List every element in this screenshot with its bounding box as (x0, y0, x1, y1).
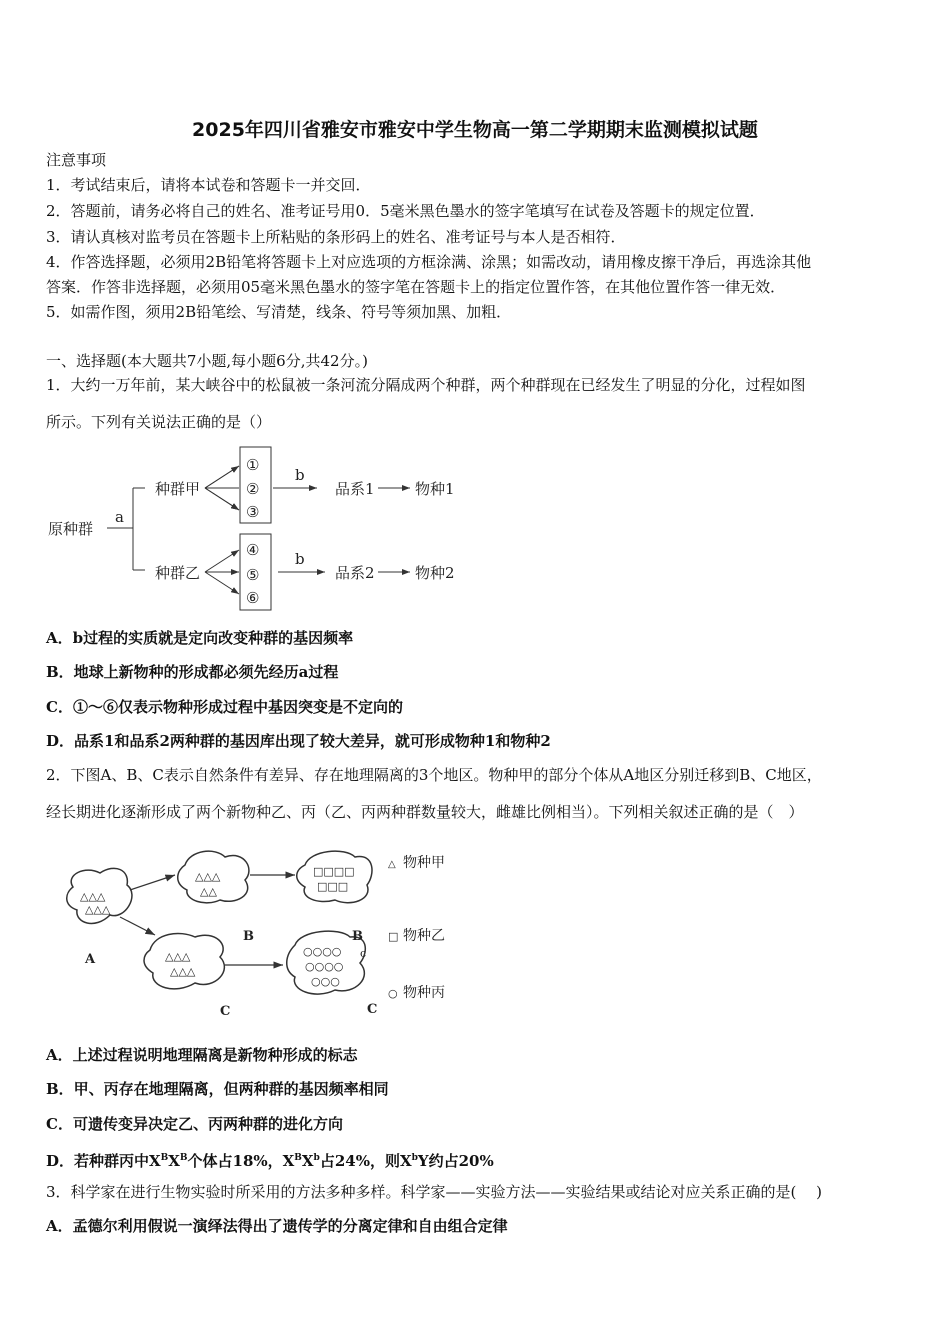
label-a: a (115, 508, 124, 526)
notice-item: 1．考试结束后，请将本试卷和答题卡一并交回． (46, 176, 371, 194)
region-c-small-label: c (360, 947, 367, 960)
notice-item: 5．如需作图，须用2B铅笔绘、写清楚，线条、符号等须加黑、加粗． (46, 303, 512, 321)
notice-heading: 注意事项 (46, 151, 107, 169)
mutation-6: ⑥ (246, 589, 260, 607)
option-d[interactable]: D．品系1和品系2两种群的基因库出现了较大差异，就可形成物种1和物种2 (46, 732, 551, 750)
option-a[interactable]: A．孟德尔利用假说一演绎法得出了遗传学的分离定律和自由组合定律 (46, 1217, 508, 1235)
question-stem: 3．科学家在进行生物实验时所采用的方法多种多样。科学家——实验方法——实验结果或结论对应关系正确的是( ) (46, 1183, 823, 1201)
superscript: B (179, 1153, 188, 1163)
speciation-diagram (40, 440, 490, 620)
superscript: b (313, 1153, 320, 1163)
svg-text:□□□: □□□ (317, 880, 349, 893)
svg-text:△△△: △△△ (195, 870, 221, 883)
option-d[interactable] (46, 1148, 494, 1171)
option-c[interactable]: C．①～⑥仅表示物种形成过程中基因突变是不定向的 (46, 698, 403, 716)
label-b: b (295, 550, 305, 568)
svg-text:△: △ (388, 859, 396, 870)
label-b: b (295, 466, 305, 484)
section-heading: 一、选择题(本大题共7小题,每小题6分,共42分。) (46, 352, 368, 370)
notice-item: 4．作答选择题，必须用2B铅笔将答题卡上对应选项的方框涂满、涂黑；如需改动，请用橡皮擦干净后，再选涂其他 (46, 253, 812, 271)
option-c[interactable]: C．可遗传变异决定乙、丙两种群的进化方向 (46, 1115, 343, 1133)
text: 个体占18%，X (187, 1152, 295, 1170)
text: X (168, 1152, 180, 1170)
option-a[interactable]: A．b过程的实质就是定向改变种群的基因频率 (46, 629, 354, 647)
superscript: b (411, 1153, 418, 1163)
svg-text:□□□□: □□□□ (313, 865, 355, 878)
notice-item: 3．请认真核对监考员在答题卡上所粘贴的条形码上的姓名、准考证号与本人是否相符． (46, 228, 626, 246)
option-b[interactable]: B．甲、丙存在地理隔离，但两种群的基因频率相同 (46, 1080, 389, 1098)
label-species-1: 物种1 (415, 480, 455, 498)
mutation-4: ④ (246, 541, 260, 559)
label-species-2: 物种2 (415, 564, 455, 582)
svg-text:△△△: △△△ (170, 965, 196, 978)
mutation-3: ③ (246, 503, 260, 521)
svg-text:△△: △△ (200, 885, 217, 898)
superscript: B (294, 1153, 302, 1163)
option-a[interactable]: A．上述过程说明地理隔离是新物种形成的标志 (46, 1046, 358, 1064)
label-pop-a: 种群甲 (155, 480, 201, 498)
notice-item: 2．答题前，请务必将自己的姓名、准考证号用0．5毫米黑色墨水的签字笔填写在试卷及答题卡的规定位置． (46, 202, 765, 220)
label-origin: 原种群 (48, 520, 94, 538)
svg-text:○○○○: ○○○○ (303, 945, 342, 958)
svg-text:○: ○ (388, 987, 398, 1000)
option-b[interactable]: B．地球上新物种的形成都必须先经历a过程 (46, 663, 339, 681)
mutation-2: ② (246, 480, 260, 498)
region-c-label: C (220, 1004, 231, 1019)
migration-diagram (55, 845, 475, 1025)
notice-item: 答案．作答非选择题，必须用05毫米黑色墨水的签字笔在答题卡上的指定位置作答，在其他位置作答一律无效． (46, 278, 786, 296)
page-title: 2025年四川省雅安市雅安中学生物高一第二学期期末监测模拟试题 (192, 119, 758, 141)
region-a-label: A (85, 952, 96, 967)
text: D．若种群丙中X (46, 1152, 161, 1170)
text: Y约占20% (417, 1152, 494, 1170)
question-stem: 2．下图A、B、C表示自然条件有差异、存在地理隔离的3个地区。物种甲的部分个体从A地区分别迁移到B、C地区， (46, 766, 822, 784)
label-strain-2: 品系2 (335, 564, 375, 582)
mutation-5: ⑤ (246, 566, 260, 584)
svg-text:△△△: △△△ (80, 890, 106, 903)
text: 占24%，则X (319, 1152, 412, 1170)
legend-species-yi: 物种乙 (403, 928, 445, 944)
question-stem: 1．大约一万年前，某大峡谷中的松鼠被一条河流分隔成两个种群，两个种群现在已经发生了明显的分化，过程如图 (46, 376, 806, 394)
svg-text:○○○: ○○○ (311, 975, 340, 988)
svg-text:○○○○: ○○○○ (305, 960, 344, 973)
svg-text:□: □ (388, 930, 399, 943)
mutation-1: ① (246, 456, 260, 474)
legend-species-jia: 物种甲 (403, 855, 445, 871)
region-c-label: C (367, 1002, 378, 1017)
svg-text:△△△: △△△ (85, 903, 111, 916)
region-b-label: B (243, 929, 254, 944)
superscript: B (160, 1153, 169, 1163)
question-stem: 经长期进化逐渐形成了两个新物种乙、丙（乙、丙两种群数量较大，雌雄比例相当）。下列相关叙述正确的是（ ） (46, 803, 804, 821)
text: X (301, 1152, 314, 1170)
label-strain-1: 品系1 (335, 480, 375, 498)
region-b-label: B (352, 929, 363, 944)
svg-text:△△△: △△△ (165, 950, 191, 963)
legend-species-bing: 物种丙 (403, 985, 445, 1001)
question-stem: 所示。下列有关说法正确的是（） (46, 413, 272, 431)
label-pop-b: 种群乙 (155, 564, 201, 582)
